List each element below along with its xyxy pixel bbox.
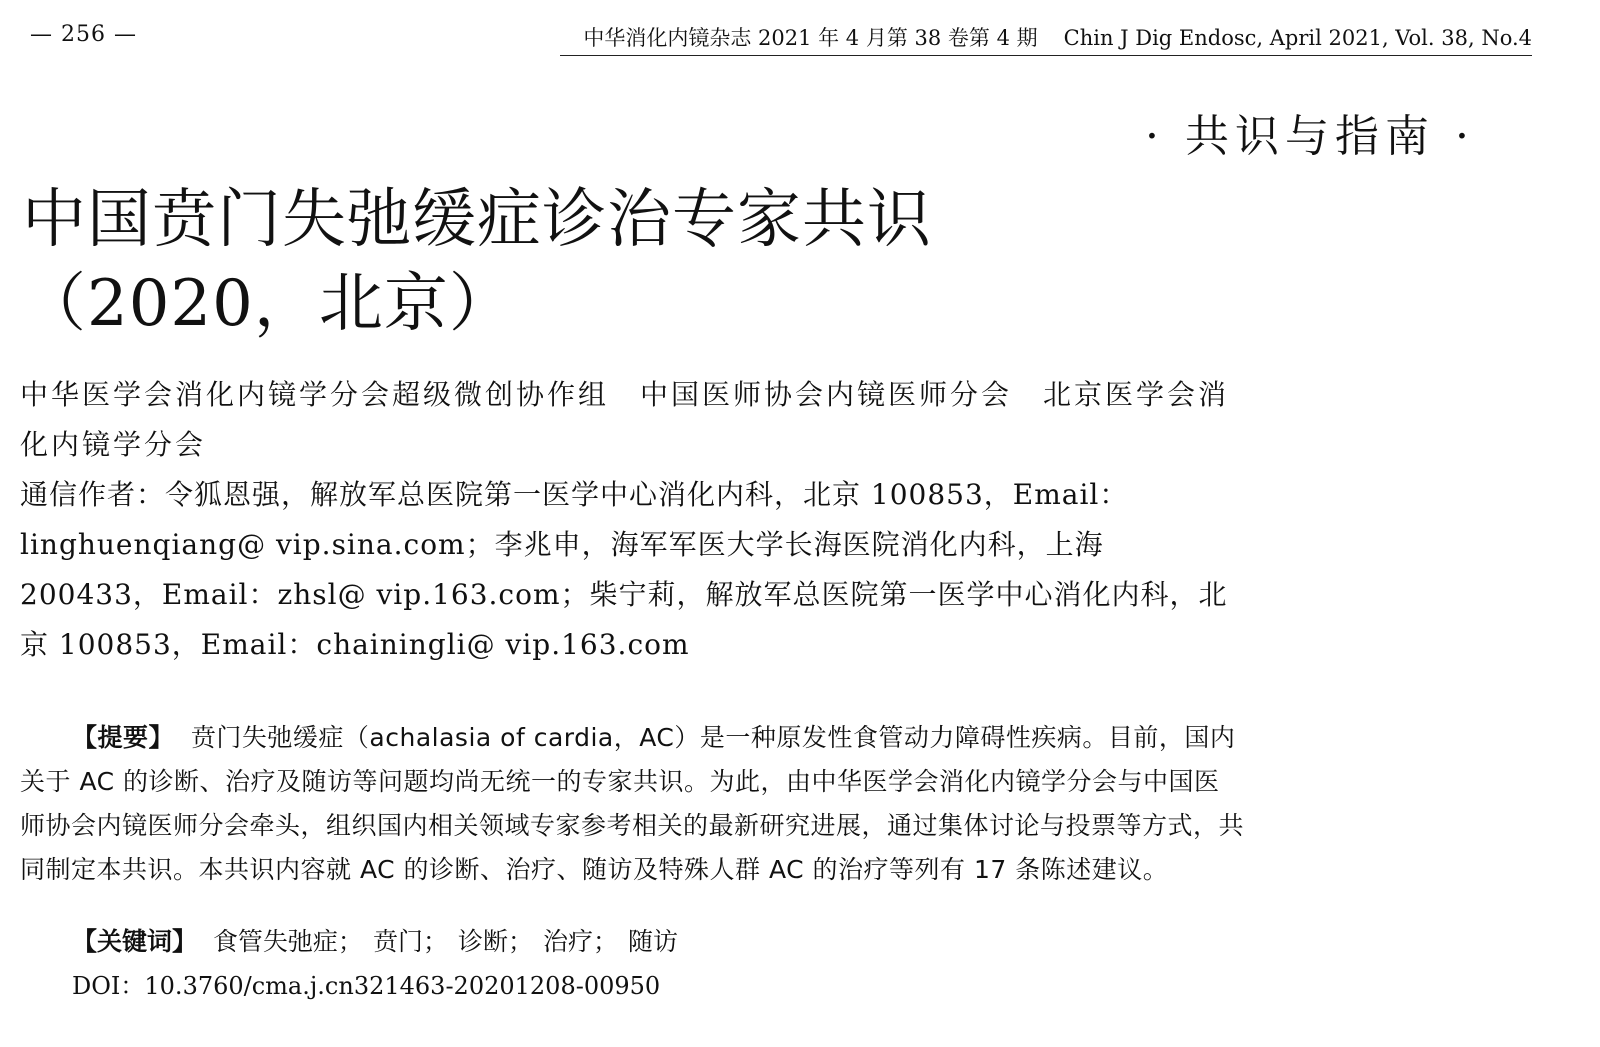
page-number: — 256 — <box>30 22 137 47</box>
keyword: 诊断； <box>457 927 533 956</box>
running-header <box>560 22 1532 56</box>
keyword: 食管失弛症； <box>212 927 363 956</box>
abstract <box>20 716 1245 892</box>
abstract-text: 贲门失弛缓症（achalasia of cardia，AC）是一种原发性食管动力障碍性疾病。目前，国内关于 AC 的诊断、治疗及随访等问题均尚无统一的专家共识。为此，由中华医学会消化内镜学分会与中国医师协会内镜医师分会牵头，组织国内相关领域专家参考相关的最新研究进展，通过集体讨论与投票等方式，共同制定本共识。本共识内容就 AC 的诊断、治疗、随访及特殊人群 AC 的治疗等列有 17 条陈述建议。 <box>20 723 1245 884</box>
section-label: · 共识与指南 · <box>1145 111 1475 162</box>
keywords-label: 【关键词】 <box>72 927 198 956</box>
journal-title-en: Chin J Dig Endosc, April 2021, Vol. 38, No.4 <box>1063 26 1532 50</box>
keywords <box>72 920 1242 964</box>
doi: DOI：10.3760/cma.j.cn321463-20201208-00950 <box>72 972 661 1000</box>
keyword: 贲门； <box>372 927 448 956</box>
title-line-2: （2020，北京） <box>22 267 514 341</box>
author-groups: 中华医学会消化内镜学分会超级微创协作组 中国医师协会内镜医师分会 北京医学会消化内镜学分会 <box>20 378 1230 461</box>
keyword: 治疗； <box>542 927 618 956</box>
correspondence-info: 通信作者：令狐恩强，解放军总医院第一医学中心消化内科，北京 100853，Email：linghuenqiang@ vip.sina.com；李兆申，海军军医大学长海医院消化内科，上海 200433，Email：zhsl@ vip.163.com；柴宁莉，解放军总医院第一医学中心消化内科，北京 100853，Email：chainingli@ vip.163.com <box>20 478 1228 661</box>
keyword: 随访 <box>627 927 678 956</box>
article-title <box>22 178 932 346</box>
title-line-1: 中国贲门失弛缓症诊治专家共识 <box>22 183 932 257</box>
journal-title-cn: 中华消化内镜杂志 2021 年 4 月第 38 卷第 4 期 <box>583 26 1038 50</box>
abstract-label: 【提要】 <box>72 723 175 752</box>
